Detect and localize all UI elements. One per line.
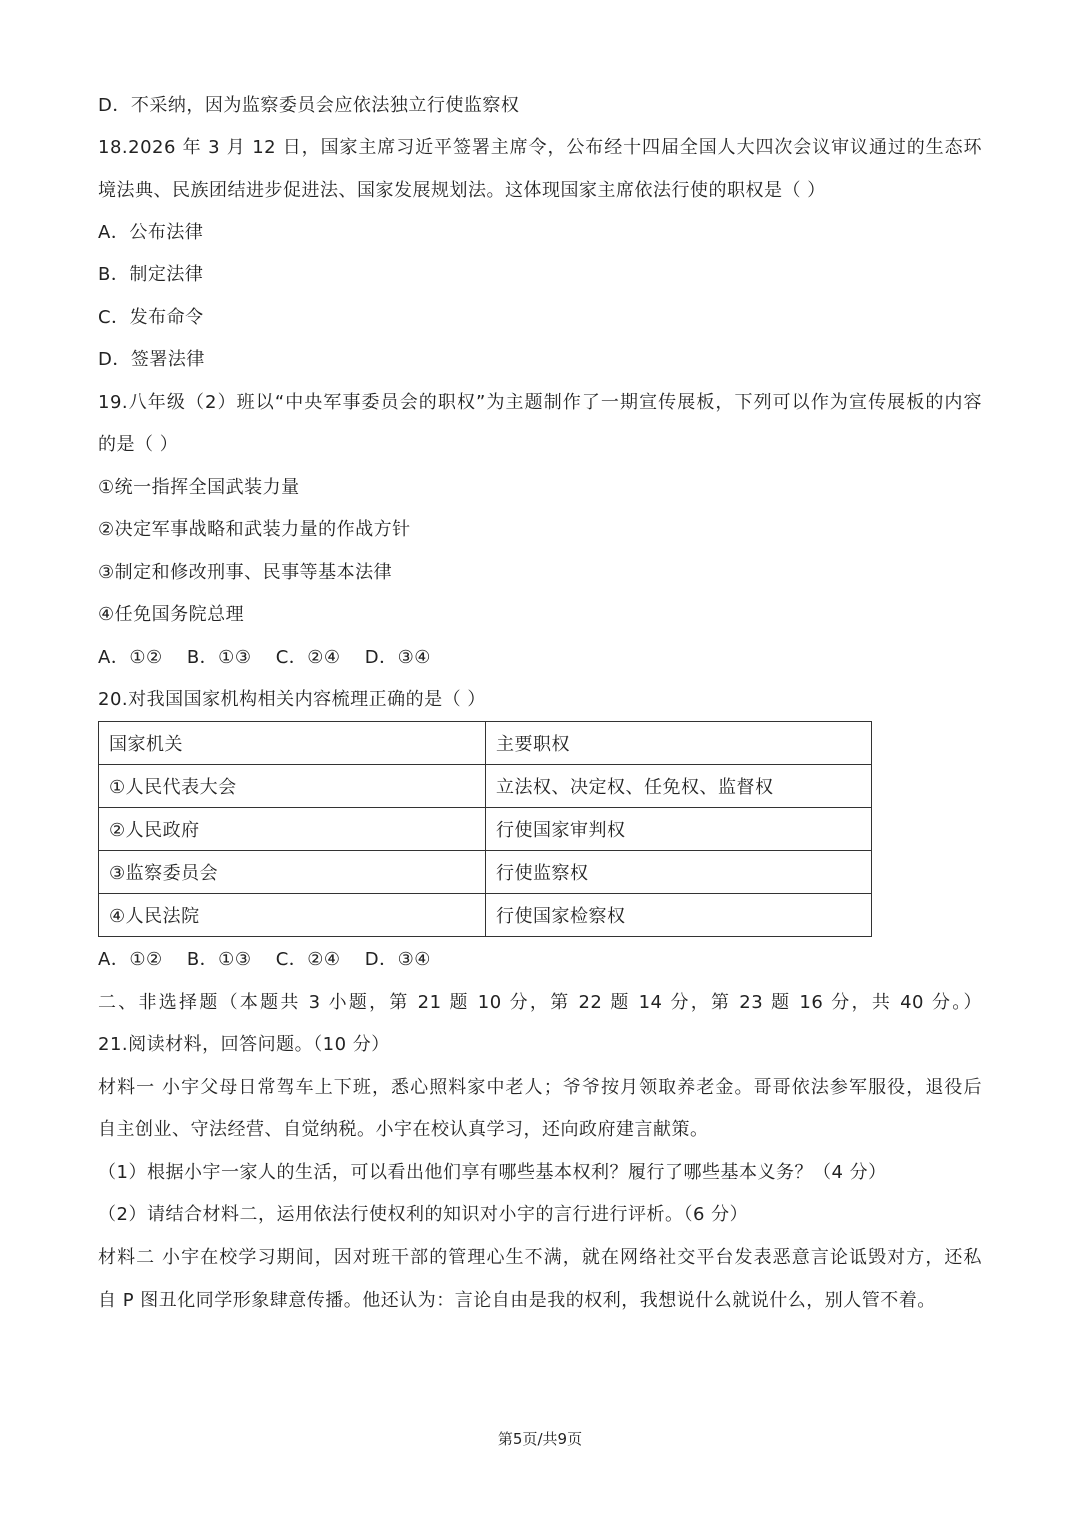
table-cell-powers: 行使国家检察权: [486, 894, 872, 937]
q17-option-d: D．不采纳，因为监察委员会应依法独立行使监察权: [98, 95, 520, 116]
q20-option-d: D．③④: [364, 949, 431, 970]
table-cell-organ: ①人民代表大会: [99, 765, 486, 808]
q20-options: [98, 948, 449, 972]
table-cell-powers: 立法权、决定权、任免权、监督权: [486, 765, 872, 808]
table-cell-organ: ④人民法院: [99, 894, 486, 937]
q19-option-c: C．②④: [275, 647, 341, 668]
q19-stem-line1: 19.八年级（2）班以“中央军事委员会的职权”为主题制作了一期宣传展板，下列可以作为宣传展板的内容: [98, 392, 982, 413]
table-header-row: [99, 722, 872, 765]
table-row: [99, 851, 872, 894]
q21-material2-line2: 自 P 图丑化同学形象肆意传播。他还认为：言论自由是我的权利，我想说什么就说什么，别人管不着。: [98, 1290, 936, 1311]
q19-option-a: A．①②: [98, 647, 163, 668]
table-cell-organ: ②人民政府: [99, 808, 486, 851]
q21-material1-line2: 自主创业、守法经营、自觉纳税。小宇在校认真学习，还向政府建言献策。: [98, 1119, 709, 1140]
q19-option-b: B．①③: [186, 647, 252, 668]
section-heading: 二、非选择题（本题共 3 小题，第 21 题 10 分，第 22 题 14 分，第 23 题 16 分，共 40 分。）: [98, 992, 982, 1013]
q21-sub-question-2: （2）请结合材料二，运用依法行使权利的知识对小宇的言行进行评析。（6 分）: [98, 1204, 749, 1225]
q20-stem: 20.对我国国家机构相关内容梳理正确的是（ ）: [98, 689, 486, 710]
q20-option-a: A．①②: [98, 949, 163, 970]
q18-option-d: D．签署法律: [98, 349, 205, 370]
table-row: [99, 894, 872, 937]
table-row: [99, 765, 872, 808]
table-cell-powers: 行使监察权: [486, 851, 872, 894]
q18-stem-line1: 18.2026 年 3 月 12 日，国家主席习近平签署主席令，公布经十四届全国人大四次会议审议通过的生态环: [98, 137, 982, 158]
q19-options: [98, 646, 449, 670]
table-header-organ: 国家机关: [99, 722, 486, 765]
table-cell-organ: ③监察委员会: [99, 851, 486, 894]
q18-stem-line2: 境法典、民族团结进步促进法、国家发展规划法。这体现国家主席依法行使的职权是（ ）: [98, 180, 826, 201]
page-number: 第5页/共9页: [497, 1430, 583, 1448]
q19-option-d: D．③④: [364, 647, 431, 668]
q19-item-3: ③制定和修改刑事、民事等基本法律: [98, 562, 393, 583]
q19-item-1: ①统一指挥全国武装力量: [98, 477, 300, 498]
q21-material1-line1: 材料一 小宇父母日常驾车上下班，悉心照料家中老人；爷爷按月领取养老金。哥哥依法参军服役，退役后: [98, 1077, 982, 1098]
table-cell-powers: 行使国家审判权: [486, 808, 872, 851]
q18-option-c: C．发布命令: [98, 307, 204, 328]
q21-material2-line1: 材料二 小宇在校学习期间，因对班干部的管理心生不满，就在网络社交平台发表恶意言论诋毁对方，还私: [98, 1247, 982, 1268]
q21-stem: 21.阅读材料，回答问题。（10 分）: [98, 1034, 390, 1055]
q19-stem-line2: 的是（ ）: [98, 434, 179, 455]
q19-item-2: ②决定军事战略和武装力量的作战方针: [98, 519, 411, 540]
q18-option-a: A．公布法律: [98, 222, 204, 243]
table-row: [99, 808, 872, 851]
q20-option-c: C．②④: [275, 949, 341, 970]
q18-option-b: B．制定法律: [98, 264, 204, 285]
q21-sub-question-1: （1）根据小宇一家人的生活，可以看出他们享有哪些基本权利？履行了哪些基本义务？（4 分）: [98, 1162, 887, 1183]
q20-option-b: B．①③: [186, 949, 252, 970]
q19-item-4: ④任免国务院总理: [98, 604, 245, 625]
state-organs-table: [98, 721, 872, 937]
table-header-powers: 主要职权: [486, 722, 872, 765]
